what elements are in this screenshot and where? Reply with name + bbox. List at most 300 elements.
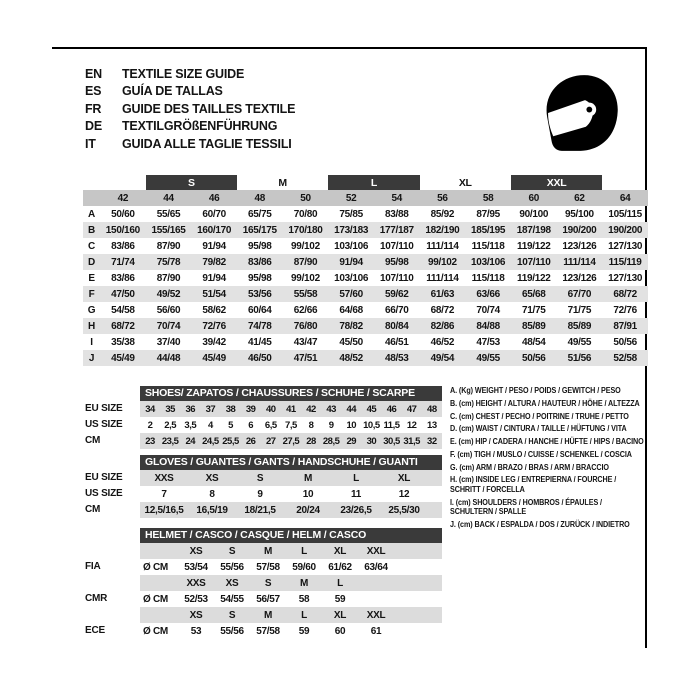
helmet-size-cell: L xyxy=(322,575,358,591)
size-row-letter: H xyxy=(83,318,100,334)
size-value-cell: 68/72 xyxy=(430,304,455,316)
size-value-cell: 160/170 xyxy=(191,222,237,238)
helmet-size-cell: L xyxy=(286,607,322,623)
unit-spacer xyxy=(140,607,178,623)
size-value-cell: 115/118 xyxy=(471,272,505,284)
measurement-row xyxy=(83,286,648,302)
size-value-cell: 45/49 xyxy=(100,350,146,366)
shoe-size-cell: 28,5 xyxy=(321,433,341,449)
size-value-cell: 67/70 xyxy=(557,286,603,302)
glove-size-cell: XS xyxy=(188,470,236,486)
glove-size-cell: 7 xyxy=(161,488,167,500)
group-spacer xyxy=(602,175,648,190)
shoe-size-cell: 2,5 xyxy=(164,419,177,431)
size-value-cell: 58/62 xyxy=(202,304,226,316)
size-value-cell: 79/82 xyxy=(191,254,237,270)
helmet-value-cell xyxy=(358,591,394,607)
letter-spacer xyxy=(83,190,100,206)
language-row xyxy=(85,136,295,153)
size-value-cell: 57/60 xyxy=(328,286,374,302)
helmet-value-cell: 54/55 xyxy=(220,593,244,605)
unit-spacer xyxy=(140,543,178,559)
size-value-cell: 111/114 xyxy=(557,254,603,270)
glove-size-cell: 12 xyxy=(398,488,410,500)
shoes-title-bar: SHOES/ ZAPATOS / CHAUSSURES / SCHUHE / SCARPE xyxy=(140,386,442,401)
shoe-size-cell: 46 xyxy=(382,401,402,417)
size-value-cell: 123/126 xyxy=(562,272,597,284)
size-value-cell: 78/82 xyxy=(328,318,374,334)
size-group-row xyxy=(83,175,648,190)
diameter-unit-cell: Ø CM xyxy=(143,561,168,573)
helmet-value-cell: 55/56 xyxy=(220,625,244,637)
size-value-cell: 47/50 xyxy=(100,286,146,302)
size-header-cell: 48 xyxy=(237,190,283,206)
size-value-cell: 50/56 xyxy=(613,336,637,348)
grid-row xyxy=(140,486,442,502)
shoe-size-cell: 6,5 xyxy=(264,419,277,431)
shoe-size-cell: 32 xyxy=(422,433,442,449)
size-value-cell: 70/80 xyxy=(293,208,318,220)
size-group-cell: M xyxy=(278,176,287,189)
size-value-cell: 182/190 xyxy=(420,222,466,238)
shoe-size-cell: 37 xyxy=(200,401,220,417)
legend-line: H. (cm) INSIDE LEG / ENTREPIERNA / FOURCHE / xyxy=(450,475,617,485)
glove-size-cell: XXS xyxy=(140,470,188,486)
helmet-size-cell: S xyxy=(214,607,250,623)
size-group-cell: XXL xyxy=(511,175,602,190)
size-value-cell: 103/106 xyxy=(334,272,369,284)
size-row-letter: E xyxy=(88,272,95,284)
size-value-cell: 35/38 xyxy=(111,336,135,348)
shoe-size-cell: 30,5 xyxy=(382,433,402,449)
size-value-cell: 80/84 xyxy=(374,318,420,334)
size-value-cell: 83/86 xyxy=(111,240,135,252)
size-value-cell: 65/68 xyxy=(511,286,557,302)
measurement-row xyxy=(83,254,648,270)
size-row-letter: A xyxy=(88,208,95,220)
helmet-value-row xyxy=(140,559,442,575)
size-value-cell: 84/88 xyxy=(465,318,511,334)
shoe-size-cell: 3,5 xyxy=(184,419,197,431)
shoe-size-cell: 47 xyxy=(402,401,422,417)
size-value-cell: 47/51 xyxy=(283,350,329,366)
size-row-letter: I xyxy=(90,336,93,348)
shoe-size-cell: 12 xyxy=(406,419,417,431)
helmet-ece-label: ECE xyxy=(85,625,105,636)
grid-row xyxy=(140,401,442,417)
size-value-cell: 46/50 xyxy=(237,350,283,366)
glove-size-cell: 23/26,5 xyxy=(332,502,380,518)
size-value-cell: 37/40 xyxy=(156,336,181,348)
shoe-size-cell: 35 xyxy=(160,401,180,417)
gloves-us-size-label: US SIZE xyxy=(85,488,123,499)
size-value-cell: 45/49 xyxy=(191,350,237,366)
size-value-cell: 64/68 xyxy=(339,304,363,316)
helmet-value-cell: 59 xyxy=(334,593,346,605)
size-value-cell: 60/70 xyxy=(202,208,226,220)
gloves-cm-label: CM xyxy=(85,504,101,515)
size-value-cell: 85/89 xyxy=(557,318,603,334)
size-value-cell: 76/80 xyxy=(283,318,329,334)
size-value-cell: 49/55 xyxy=(567,336,592,348)
legend-entry xyxy=(450,386,646,396)
gloves-title-bar: GLOVES / GUANTES / GANTS / HANDSCHUHE / GUANTI xyxy=(140,455,442,470)
size-value-cell: 91/94 xyxy=(328,254,374,270)
size-value-cell: 72/76 xyxy=(191,318,237,334)
grid-row xyxy=(140,470,442,486)
legend-line: B. (cm) HEIGHT / ALTURA / HAUTEUR / HÖHE / ALTEZZA xyxy=(450,398,640,408)
shoe-size-cell: 44 xyxy=(341,401,361,417)
size-value-cell: 46/52 xyxy=(430,336,455,348)
size-value-cell: 51/54 xyxy=(191,286,237,302)
shoe-size-cell: 38 xyxy=(221,401,241,417)
legend-line: J. (cm) BACK / ESPALDA / DOS / ZURÜCK / INDIETRO xyxy=(450,520,630,530)
size-value-cell: 155/165 xyxy=(146,222,192,238)
filler-cell xyxy=(428,470,442,486)
size-value-cell: 83/88 xyxy=(385,208,409,220)
measurement-row xyxy=(83,302,648,318)
size-value-cell: 63/66 xyxy=(465,286,511,302)
shoe-size-cell: 10 xyxy=(346,419,357,431)
glove-size-cell: M xyxy=(284,470,332,486)
size-number-row xyxy=(83,190,648,206)
size-header-cell: 52 xyxy=(328,190,374,206)
size-value-cell: 59/62 xyxy=(374,286,420,302)
size-value-cell: 83/86 xyxy=(111,272,135,284)
size-value-cell: 115/119 xyxy=(602,254,648,270)
glove-size-cell: L xyxy=(332,470,380,486)
filler-cell xyxy=(394,623,442,639)
shoe-size-cell: 13 xyxy=(427,419,437,431)
legend-entry xyxy=(450,412,646,422)
size-value-cell: 66/70 xyxy=(385,304,409,316)
size-value-cell: 115/118 xyxy=(471,240,505,252)
size-row-letter: G xyxy=(87,304,96,316)
size-value-cell: 41/45 xyxy=(248,336,272,348)
size-value-cell: 53/56 xyxy=(237,286,283,302)
shoe-size-cell: 42 xyxy=(301,401,321,417)
language-code: IT xyxy=(85,136,96,151)
measurement-legend xyxy=(450,386,646,533)
shoe-size-cell: 9 xyxy=(328,419,334,431)
legend-entry xyxy=(450,399,646,409)
size-value-cell: 170/180 xyxy=(283,222,329,238)
unit-spacer xyxy=(140,575,178,591)
size-value-cell: 68/72 xyxy=(602,286,648,302)
size-header-cell: 44 xyxy=(146,190,192,206)
size-value-cell: 127/130 xyxy=(608,240,643,252)
size-value-cell: 48/54 xyxy=(521,336,546,348)
glove-size-cell: 8 xyxy=(209,488,215,500)
size-value-cell: 187/198 xyxy=(511,222,557,238)
size-value-cell: 82/86 xyxy=(420,318,466,334)
legend-line: I. (cm) SHOULDERS / HOMBROS / ÉPAULES / xyxy=(450,497,602,507)
helmet-value-row xyxy=(140,623,442,639)
size-header-cell: 56 xyxy=(420,190,466,206)
shoe-size-cell: 36 xyxy=(180,401,200,417)
size-value-cell: 99/102 xyxy=(291,240,320,252)
shoe-size-cell: 8 xyxy=(308,419,314,431)
measurement-row xyxy=(83,334,648,350)
size-value-cell: 45/50 xyxy=(339,336,363,348)
size-header-cell: 60 xyxy=(511,190,557,206)
legend-entry xyxy=(450,498,646,517)
helmet-value-cell: 57/58 xyxy=(256,625,280,637)
size-value-cell: 74/78 xyxy=(237,318,283,334)
size-value-cell: 70/74 xyxy=(146,318,192,334)
grid-row xyxy=(140,417,442,433)
helmet-size-cell: S xyxy=(250,575,286,591)
shoe-size-cell: 6 xyxy=(248,419,254,431)
size-value-cell: 71/75 xyxy=(567,304,592,316)
language-row xyxy=(85,118,295,135)
size-row-letter: B xyxy=(83,222,100,238)
filler-cell xyxy=(394,575,442,591)
size-header-cell: 58 xyxy=(465,190,511,206)
size-value-cell: 99/102 xyxy=(420,254,466,270)
size-value-cell: 75/85 xyxy=(339,208,363,220)
helmet-value-cell: 59 xyxy=(298,625,310,637)
size-value-cell: 60/64 xyxy=(248,304,272,316)
size-value-cell: 46/51 xyxy=(385,336,409,348)
size-value-cell: 95/98 xyxy=(248,272,272,284)
size-value-cell: 39/42 xyxy=(202,336,226,348)
legend-line: F. (cm) TIGH / MUSLO / CUISSE / SCHENKEL / COSCIA xyxy=(450,449,632,459)
language-code: FR xyxy=(85,101,102,116)
legend-line: C. (cm) CHEST / PECHO / POITRINE / TRUHE / PETTO xyxy=(450,411,629,421)
helmet-fia-label: FIA xyxy=(85,561,101,572)
helmet-size-cell: M xyxy=(250,607,286,623)
legend-entry xyxy=(450,450,646,460)
size-value-cell: 68/72 xyxy=(100,318,146,334)
size-row-letter: F xyxy=(83,286,100,302)
size-value-cell: 61/63 xyxy=(420,286,466,302)
shoe-size-cell: 5 xyxy=(228,419,233,431)
helmet-section xyxy=(140,528,442,639)
size-value-cell: 72/76 xyxy=(613,304,637,316)
shoe-size-cell: 23 xyxy=(140,433,160,449)
filler-cell xyxy=(428,486,442,502)
size-value-cell: 111/114 xyxy=(426,240,459,252)
size-value-cell: 49/54 xyxy=(420,350,466,366)
helmet-size-cell: XL xyxy=(322,543,358,559)
helmet-size-cell: XXL xyxy=(358,543,394,559)
language-row xyxy=(85,83,295,100)
shoe-size-cell: 40 xyxy=(261,401,281,417)
shoe-size-cell: 41 xyxy=(281,401,301,417)
helmet-value-cell: 60 xyxy=(334,625,346,637)
helmet-size-cell: M xyxy=(250,543,286,559)
size-value-cell: 44/48 xyxy=(146,350,192,366)
legend-line: SCHRITT / FORCELLA xyxy=(450,485,525,495)
shoes-section xyxy=(140,386,442,449)
helmet-value-cell: 53/54 xyxy=(184,561,208,573)
size-value-cell: 150/160 xyxy=(100,222,146,238)
helmet-size-cell: XS xyxy=(178,543,214,559)
size-value-cell: 105/115 xyxy=(608,208,642,220)
size-group-cell: L xyxy=(328,175,419,190)
size-value-cell: 190/200 xyxy=(557,222,603,238)
size-value-cell: 107/110 xyxy=(380,272,414,284)
glove-size-cell: 20/24 xyxy=(284,502,332,518)
glove-size-cell: 9 xyxy=(257,488,263,500)
filler-cell xyxy=(394,591,442,607)
size-value-cell: 107/110 xyxy=(380,240,414,252)
legend-line: SCHULTERN / SPALLE xyxy=(450,507,527,517)
size-value-cell: 43/47 xyxy=(293,336,318,348)
size-value-cell: 49/52 xyxy=(146,286,192,302)
gloves-section xyxy=(140,455,442,518)
size-value-cell: 75/78 xyxy=(146,254,192,270)
shoe-size-cell: 34 xyxy=(140,401,160,417)
size-group-cell: S xyxy=(146,175,237,190)
size-value-cell: 71/75 xyxy=(521,304,546,316)
size-value-cell: 173/183 xyxy=(328,222,374,238)
legend-line: E. (cm) HIP / CADERA / HANCHE / HÜFTE / HIPS / BACINO xyxy=(450,437,644,447)
size-value-cell: 48/53 xyxy=(374,350,420,366)
shoe-size-cell: 11,5 xyxy=(383,419,400,431)
shoe-size-cell: 24,5 xyxy=(200,433,220,449)
helmet-value-cell: 52/53 xyxy=(184,593,208,605)
size-header-cell: 54 xyxy=(374,190,420,206)
shoe-size-cell: 39 xyxy=(241,401,261,417)
shoe-size-cell: 26 xyxy=(241,433,261,449)
language-label: TEXTILGRÖßENFÜHRUNG xyxy=(122,119,278,134)
shoe-size-cell: 29 xyxy=(341,433,361,449)
size-value-cell: 111/114 xyxy=(426,272,459,284)
size-header-cell: 50 xyxy=(283,190,329,206)
size-value-cell: 85/89 xyxy=(511,318,557,334)
size-value-cell: 177/187 xyxy=(374,222,420,238)
size-value-cell: 127/130 xyxy=(608,272,643,284)
size-value-cell: 95/98 xyxy=(248,240,272,252)
size-value-cell: 87/91 xyxy=(602,318,648,334)
language-label: GUIDE DES TAILLES TEXTILE xyxy=(122,101,296,116)
grid-row xyxy=(140,433,442,449)
filler-cell xyxy=(428,502,442,518)
size-value-cell: 119/122 xyxy=(516,240,551,252)
size-value-cell: 52/58 xyxy=(602,350,648,366)
size-value-cell: 55/65 xyxy=(156,208,181,220)
size-value-cell: 55/58 xyxy=(283,286,329,302)
language-row xyxy=(85,66,295,83)
language-code: EN xyxy=(85,67,102,81)
helmet-value-cell: 63/64 xyxy=(364,561,388,573)
size-value-cell: 71/74 xyxy=(100,254,146,270)
size-value-cell: 87/90 xyxy=(156,272,181,284)
shoe-size-cell: 10,5 xyxy=(363,419,380,431)
helmet-size-cell: XXS xyxy=(178,575,214,591)
legend-entry xyxy=(450,463,646,473)
shoes-us-size-label: US SIZE xyxy=(85,419,123,430)
size-value-cell: 90/100 xyxy=(519,208,549,220)
shoe-size-cell: 4 xyxy=(208,419,213,431)
helmet-size-row xyxy=(140,575,442,591)
language-code: DE xyxy=(85,119,102,134)
legend-entry xyxy=(450,424,646,434)
helmet-table xyxy=(140,543,442,639)
textile-size-table xyxy=(83,175,648,366)
helmet-size-row xyxy=(140,543,442,559)
diameter-unit-cell: Ø CM xyxy=(143,625,168,637)
helmet-cmr-label: CMR xyxy=(85,593,108,604)
shoe-size-cell: 27 xyxy=(261,433,281,449)
language-label: TEXTILE SIZE GUIDE xyxy=(122,67,245,81)
filler-cell xyxy=(394,543,442,559)
measurement-row xyxy=(83,350,648,366)
measurement-row xyxy=(83,206,648,222)
helmet-title-bar: HELMET / CASCO / CASQUE / HELM / CASCO xyxy=(140,528,442,543)
size-value-cell: 87/95 xyxy=(476,208,500,220)
shoe-size-cell: 43 xyxy=(321,401,341,417)
shoe-size-cell: 27,5 xyxy=(281,433,301,449)
helmet-value-cell: 55/56 xyxy=(220,561,244,573)
helmet-value-cell: 56/57 xyxy=(256,593,280,605)
filler-cell xyxy=(394,559,442,575)
helmet-value-cell: 59/60 xyxy=(292,561,316,573)
grid-row xyxy=(140,502,442,518)
size-row-letter: J xyxy=(83,350,100,366)
size-value-cell: 87/90 xyxy=(156,240,181,252)
legend-line: A. (Kg) WEIGHT / PESO / POIDS / GEWITCH / PESO xyxy=(450,386,621,395)
language-label: GUIDA ALLE TAGLIE TESSILI xyxy=(122,136,292,151)
size-value-cell: 50/56 xyxy=(511,350,557,366)
glove-size-cell: S xyxy=(236,470,284,486)
shoe-size-cell: 48 xyxy=(422,401,442,417)
size-group-cell: XL xyxy=(458,176,472,189)
size-value-cell: 119/122 xyxy=(516,272,551,284)
legend-line: G. (cm) ARM / BRAZO / BRAS / ARM / BRACCIO xyxy=(450,462,609,472)
helmet-value-cell: 61/62 xyxy=(328,561,352,573)
glove-size-cell: 10 xyxy=(302,488,314,500)
size-value-cell: 56/60 xyxy=(156,304,181,316)
helmet-size-row xyxy=(140,607,442,623)
shoe-size-cell: 31,5 xyxy=(402,433,422,449)
shoe-size-cell: 2 xyxy=(147,419,153,431)
size-header-cell: 42 xyxy=(100,190,146,206)
legend-entry xyxy=(450,475,646,494)
shoe-size-cell: 30 xyxy=(361,433,381,449)
legend-entry xyxy=(450,520,646,530)
size-value-cell: 51/56 xyxy=(557,350,603,366)
size-value-cell: 62/66 xyxy=(293,304,318,316)
glove-size-cell: 11 xyxy=(351,488,361,500)
helmet-value-cell: 57/58 xyxy=(256,561,280,573)
diameter-unit-cell: Ø CM xyxy=(143,593,168,605)
helmet-size-cell: XXL xyxy=(358,607,394,623)
size-value-cell: 83/86 xyxy=(237,254,283,270)
language-row xyxy=(85,101,295,118)
legend-entry xyxy=(450,437,646,447)
shoe-size-cell: 24 xyxy=(180,433,200,449)
glove-size-cell: XL xyxy=(380,470,428,486)
size-value-cell: 107/110 xyxy=(511,254,557,270)
size-value-cell: 103/106 xyxy=(465,254,511,270)
size-row-letter: C xyxy=(88,240,95,252)
language-code: ES xyxy=(85,84,102,99)
glove-size-cell: 12,5/16,5 xyxy=(140,502,188,518)
measurement-row xyxy=(83,318,648,334)
frame-top-rule xyxy=(52,47,646,49)
glove-size-cell: 16,5/19 xyxy=(188,502,236,518)
size-value-cell: 123/126 xyxy=(562,240,597,252)
measurement-row xyxy=(83,222,648,238)
shoe-size-cell: 25,5 xyxy=(221,433,241,449)
helmet-size-cell: XS xyxy=(214,575,250,591)
size-value-cell: 65/75 xyxy=(248,208,272,220)
glove-size-cell: 25,5/30 xyxy=(380,502,428,518)
legend-line: D. (cm) WAIST / CINTURA / TAILLE / HÜFTUNG / VITA xyxy=(450,424,627,434)
